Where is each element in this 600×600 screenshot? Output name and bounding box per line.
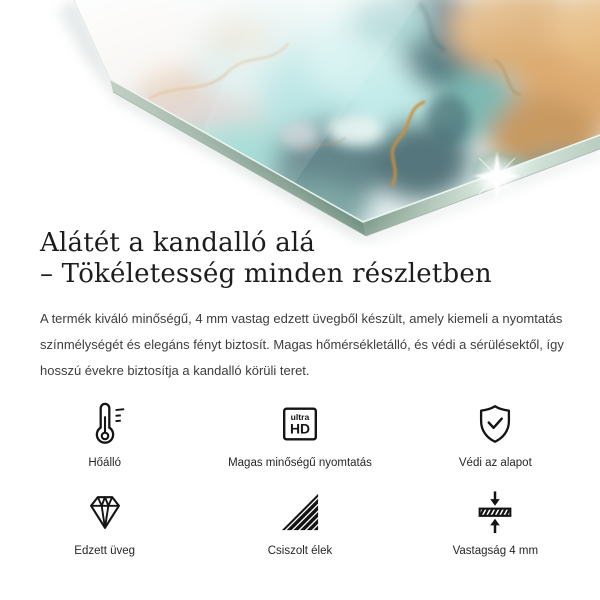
feature-grid (7, 400, 593, 558)
thickness-icon (472, 489, 518, 535)
shield-check-icon (472, 401, 518, 447)
svg-text:HD: HD (289, 420, 311, 437)
diamond-icon (82, 489, 128, 535)
section-title-line1: Alátét a kandalló alá (40, 228, 316, 258)
product-description: A termék kiváló minőségű, 4 mm vastag edzett üvegből készült, amely kiemeli a nyomtatás színmélységét és elegáns fényt biztosít. Magas hőmérsékletálló, és védi a sérülésektől, így hosszú évekre biztosítja a kandalló körüli teret. (40, 311, 564, 378)
thermometer-icon (82, 401, 128, 447)
polished-edges-icon (277, 489, 323, 535)
feature-item-polished-edges (202, 488, 397, 558)
feature-item-tempered-glass (7, 488, 202, 558)
feature-item-protects-base (398, 400, 593, 470)
feature-label: Hőálló (88, 457, 121, 469)
ultra-hd-icon (277, 401, 323, 447)
svg-text:ultra: ultra (290, 412, 310, 423)
product-hero-image (0, 0, 600, 248)
feature-label: Vastagság 4 mm (452, 545, 539, 557)
section-title (40, 228, 492, 290)
glass-panel-illustration (0, 0, 600, 248)
feature-item-heat-resistant (7, 400, 202, 470)
section-title-line2: – Tökéletesség minden részletben (40, 259, 492, 289)
sparkle-icon (473, 151, 521, 201)
feature-label: Magas minőségű nyomtatás (228, 457, 372, 469)
feature-item-ultra-hd-print (202, 400, 397, 470)
feature-item-thickness (398, 488, 593, 558)
feature-label: Csiszolt élek (267, 545, 333, 557)
feature-label: Edzett üveg (74, 545, 136, 557)
feature-label: Védi az alapot (458, 457, 532, 469)
